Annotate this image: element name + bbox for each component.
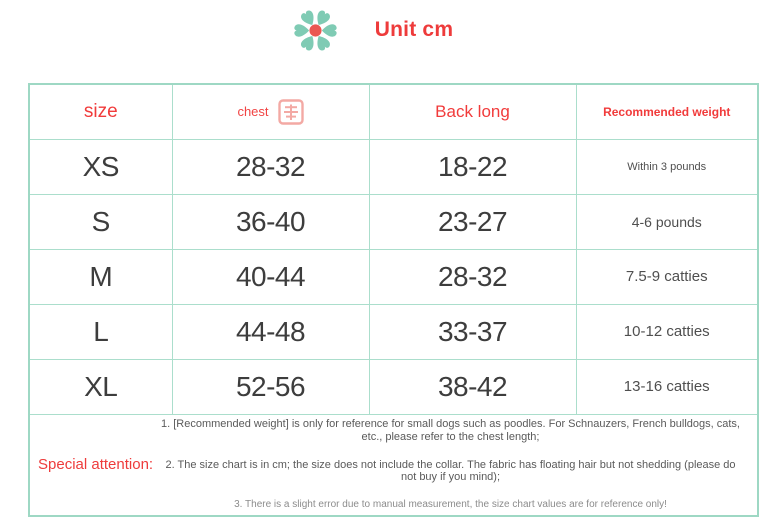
size-chart-table: [28, 83, 759, 517]
back-long-value: 23-27: [369, 194, 576, 249]
size-value: M: [29, 249, 172, 304]
back-long-value: 28-32: [369, 249, 576, 304]
size-value: L: [29, 304, 172, 359]
size-value: XS: [29, 139, 172, 194]
chest-value: 28-32: [172, 139, 369, 194]
page-header: [0, 4, 759, 56]
notes-list: [158, 415, 757, 515]
chest-value: 52-56: [172, 359, 369, 414]
chest-value: 36-40: [172, 194, 369, 249]
weight-value: 4-6 pounds: [576, 194, 758, 249]
note-1: 1. [Recommended weight] is only for reference for small dogs such as poodles. For Schnauzers, French bulldogs, cats, etc., please refer to the chest length;: [160, 418, 740, 444]
unit-label: Unit cm: [374, 18, 454, 41]
column-header-back-long: Back long: [369, 84, 576, 139]
chest-label: chest: [237, 104, 269, 120]
table-row-xl: [29, 359, 758, 414]
weight-value: 7.5-9 catties: [576, 249, 758, 304]
weight-value: 13-16 catties: [576, 359, 758, 414]
size-value: S: [29, 194, 172, 249]
size-value: XL: [29, 359, 172, 414]
chest-value: 40-44: [172, 249, 369, 304]
notes-row: [29, 414, 758, 516]
note-3: 3. There is a slight error due to manual measurement, the size chart values are for reference only!: [234, 499, 667, 511]
special-attention-label: Special attention:: [38, 456, 154, 473]
table-header-row: [29, 84, 758, 139]
weight-value: 10-12 catties: [576, 304, 758, 359]
note-2: 2. The size chart is in cm; the size does not include the collar. The fabric has floating hair but not shedding (please do not buy if you mind);: [165, 458, 736, 484]
back-long-value: 38-42: [369, 359, 576, 414]
flower-icon: [292, 7, 339, 54]
back-long-value: 33-37: [369, 304, 576, 359]
chest-value: 44-48: [172, 304, 369, 359]
weight-value: Within 3 pounds: [576, 139, 758, 194]
back-long-value: 18-22: [369, 139, 576, 194]
column-header-recommended-weight: Recommended weight: [576, 84, 758, 139]
table-row-xs: [29, 139, 758, 194]
column-header-size: size: [29, 84, 172, 139]
column-header-chest: [172, 84, 369, 139]
chest-circumference-stamp-icon: [278, 99, 304, 125]
special-attention-box: [30, 415, 757, 515]
table-row-m: [29, 249, 758, 304]
table-row-l: [29, 304, 758, 359]
table-row-s: [29, 194, 758, 249]
